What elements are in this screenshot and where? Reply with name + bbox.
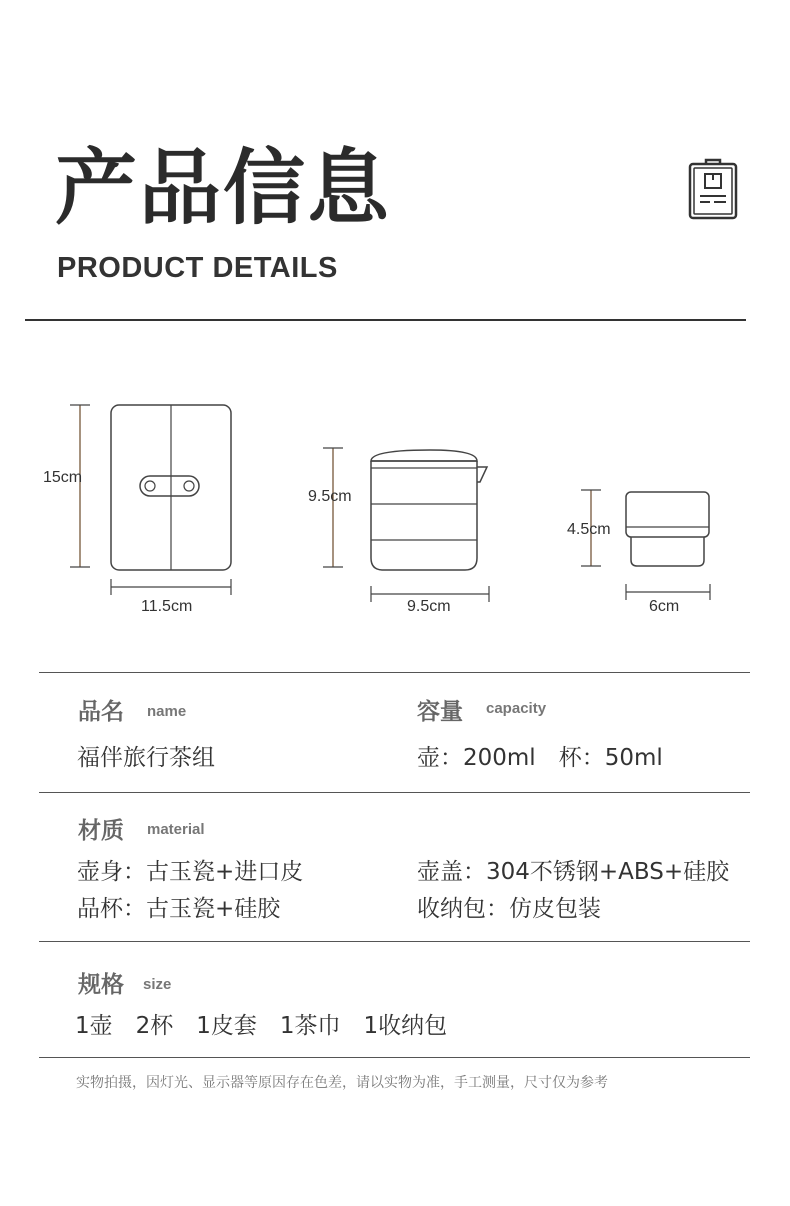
material-cup: 品杯：古玉瓷+硅胶	[77, 896, 281, 922]
capacity-label-zh: 容量	[417, 699, 463, 725]
material-label-zh: 材质	[78, 818, 124, 844]
size-label-zh: 规格	[78, 972, 124, 998]
capacity-value: 壶：200ml 杯：50ml	[417, 745, 663, 771]
page-title-zh: 产品信息	[55, 141, 392, 236]
cup-height-label: 4.5cm	[567, 521, 611, 538]
footer-note: 实物拍摄，因灯光、显示器等原因存在色差，请以实物为准，手工测量，尺寸仅为参考	[76, 1075, 608, 1091]
case-diagram	[70, 405, 231, 595]
name-value: 福伴旅行茶组	[77, 745, 215, 771]
material-label-en: material	[147, 821, 205, 838]
cup-diagram	[581, 490, 710, 600]
material-bag: 收纳包：仿皮包装	[417, 896, 601, 922]
material-body: 壶身：古玉瓷+进口皮	[77, 859, 304, 885]
spec-divider	[39, 1057, 750, 1058]
material-lid: 壶盖：304不锈钢+ABS+硅胶	[417, 859, 730, 885]
dimension-diagrams	[0, 380, 790, 640]
case-height-label: 15cm	[43, 469, 83, 486]
size-value: 1壶 2杯 1皮套 1茶巾 1收纳包	[75, 1013, 448, 1039]
page-title-en: PRODUCT DETAILS	[57, 252, 338, 284]
header-divider	[25, 319, 746, 321]
pot-diagram	[323, 448, 489, 602]
pot-height-label: 9.5cm	[308, 488, 352, 505]
spec-divider	[39, 672, 750, 673]
pot-width-label: 9.5cm	[407, 598, 451, 615]
capacity-label-en: capacity	[486, 700, 547, 717]
name-label-en: name	[147, 703, 187, 720]
size-label-en: size	[143, 976, 172, 993]
cup-width-label: 6cm	[649, 598, 680, 615]
case-width-label: 11.5cm	[141, 598, 193, 615]
spec-divider	[39, 941, 750, 942]
name-label-zh: 品名	[78, 699, 124, 725]
spec-divider	[39, 792, 750, 793]
clipboard-icon	[688, 158, 738, 220]
